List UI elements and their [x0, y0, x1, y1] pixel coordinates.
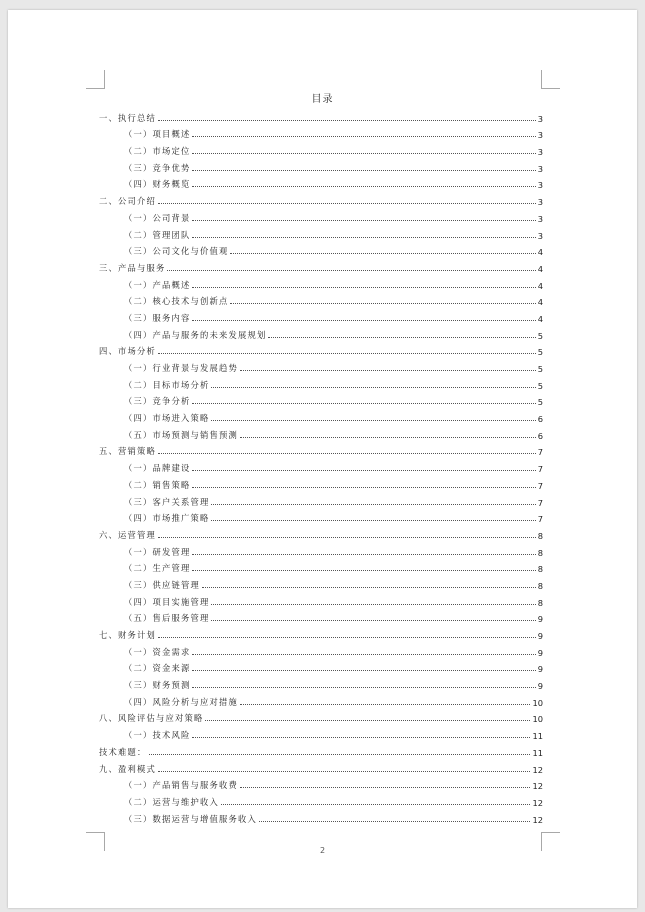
toc-entry[interactable]	[99, 508, 543, 525]
toc-entry-page[interactable]: 9	[537, 631, 543, 641]
toc-dot-leader	[240, 786, 530, 788]
toc-entry-text[interactable]: （三）财务预测	[124, 680, 191, 691]
toc-dot-leader	[158, 636, 536, 638]
toc-entry[interactable]	[99, 441, 543, 458]
toc-entry-page[interactable]: 6	[537, 414, 543, 425]
toc-entry-page[interactable]: 3	[537, 230, 543, 241]
toc-dot-leader	[259, 820, 530, 822]
toc-entry[interactable]	[99, 674, 543, 691]
toc-entry-text[interactable]: （三）客户关系管理	[124, 496, 210, 507]
toc-dot-leader	[211, 603, 535, 605]
toc-entry-text[interactable]: （二）资金来源	[124, 663, 191, 674]
toc-entry[interactable]	[99, 224, 543, 241]
toc-entry-page[interactable]: 8	[537, 564, 543, 575]
toc-entry-page[interactable]: 12	[532, 781, 543, 792]
toc-entry[interactable]	[99, 758, 543, 775]
toc-dot-leader	[192, 653, 535, 655]
toc-entry[interactable]	[99, 241, 543, 258]
toc-dot-leader	[192, 236, 535, 238]
toc-dot-leader	[158, 119, 536, 121]
toc-entry-text[interactable]: （四）项目实施管理	[124, 596, 210, 607]
toc-dot-leader	[211, 503, 535, 505]
toc-dot-leader	[158, 536, 536, 538]
toc-entry[interactable]	[99, 374, 543, 391]
toc-dot-leader	[240, 703, 530, 705]
toc-entry[interactable]	[99, 624, 543, 641]
toc-entry[interactable]	[99, 641, 543, 658]
toc-entry[interactable]	[99, 274, 543, 291]
toc-dot-leader	[158, 452, 536, 454]
toc-entry-text[interactable]: 技术难题：	[99, 746, 147, 757]
toc-entry-page[interactable]: 3	[537, 213, 543, 224]
toc-entry[interactable]	[99, 541, 543, 558]
toc-entry-page[interactable]: 12	[532, 814, 543, 825]
toc-entry-page[interactable]: 4	[537, 313, 543, 324]
toc-dot-leader	[192, 686, 535, 688]
toc-entry-page[interactable]: 11	[532, 731, 543, 742]
margin-corner-mark	[86, 70, 105, 89]
toc-entry[interactable]	[99, 524, 543, 541]
toc-entry-text[interactable]: （一）研发管理	[124, 546, 191, 557]
toc-dot-leader	[192, 486, 535, 488]
toc-dot-leader	[192, 736, 530, 738]
toc-entry-page[interactable]: 10	[532, 697, 543, 708]
toc-dot-leader	[211, 619, 535, 621]
toc-entry-page[interactable]: 8	[537, 547, 543, 558]
toc-entry[interactable]	[99, 457, 543, 474]
toc-entry[interactable]	[99, 808, 543, 825]
toc-entry-page[interactable]: 4	[537, 297, 543, 308]
toc-entry-text[interactable]: （一）技术风险	[124, 730, 191, 741]
toc-entry[interactable]	[99, 341, 543, 358]
toc-entry[interactable]	[99, 558, 543, 575]
toc-dot-leader	[211, 386, 535, 388]
toc-entry[interactable]	[99, 791, 543, 808]
toc-dot-leader	[230, 302, 535, 304]
margin-corner-mark	[541, 70, 560, 89]
toc-entry-page[interactable]: 4	[537, 280, 543, 291]
table-of-contents	[99, 107, 543, 825]
toc-entry-text[interactable]: （一）资金需求	[124, 646, 191, 657]
toc-dot-leader	[211, 519, 535, 521]
toc-entry[interactable]	[99, 157, 543, 174]
toc-entry-page[interactable]: 4	[537, 263, 543, 274]
toc-dot-leader	[202, 586, 536, 588]
toc-entry-text[interactable]: （二）生产管理	[124, 563, 191, 574]
toc-entry[interactable]	[99, 658, 543, 675]
toc-entry-text[interactable]: （三）竞争优势	[124, 162, 191, 173]
toc-dot-leader	[205, 719, 530, 721]
toc-entry-text[interactable]: （一）行业背景与发展趋势	[124, 363, 238, 373]
toc-entry-text[interactable]: 二、公司介绍	[99, 196, 156, 207]
toc-dot-leader	[192, 185, 535, 187]
toc-dot-leader	[211, 419, 535, 421]
toc-entry[interactable]	[99, 307, 543, 324]
toc-entry-page[interactable]: 3	[537, 147, 543, 158]
toc-dot-leader	[192, 152, 535, 154]
toc-entry-text[interactable]: （一）品牌建设	[124, 463, 191, 474]
toc-entry-page[interactable]: 12	[532, 764, 543, 775]
toc-entry[interactable]	[99, 190, 543, 207]
toc-entry-page[interactable]: 8	[537, 597, 543, 608]
toc-entry-page[interactable]: 9	[537, 681, 543, 692]
toc-entry-text[interactable]: （二）核心技术与创新点	[124, 296, 229, 307]
toc-entry-text[interactable]: （一）公司背景	[124, 212, 191, 223]
toc-entry[interactable]	[99, 591, 543, 608]
toc-entry[interactable]	[99, 775, 543, 792]
toc-dot-leader	[158, 202, 536, 204]
toc-entry-page[interactable]: 5	[537, 380, 543, 391]
toc-entry-text[interactable]: （三）供应链管理	[124, 579, 200, 590]
toc-entry-text[interactable]: （三）公司文化与价值观	[124, 246, 229, 257]
toc-dot-leader	[192, 169, 535, 171]
toc-entry-page[interactable]: 8	[537, 580, 543, 591]
toc-entry-page[interactable]: 9	[537, 614, 543, 625]
toc-dot-leader	[192, 402, 535, 404]
toc-entry-page[interactable]: 11	[532, 747, 543, 758]
toc-entry[interactable]	[99, 741, 543, 758]
toc-dot-leader	[192, 135, 535, 137]
toc-entry-text[interactable]: （四）财务概览	[124, 179, 191, 190]
toc-entry[interactable]	[99, 574, 543, 591]
toc-entry-text[interactable]: （三）数据运营与增值服务收入	[124, 813, 257, 824]
toc-entry[interactable]	[99, 407, 543, 424]
toc-dot-leader	[149, 753, 531, 755]
toc-dot-leader	[192, 569, 535, 571]
toc-entry-page[interactable]: 3	[537, 197, 543, 208]
toc-dot-leader	[240, 436, 536, 438]
toc-entry-page[interactable]: 7	[537, 514, 543, 525]
toc-dot-leader	[158, 352, 536, 354]
toc-entry-text[interactable]: （二）目标市场分析	[124, 379, 210, 390]
toc-entry[interactable]	[99, 207, 543, 224]
toc-entry-text[interactable]: （四）风险分析与应对措施	[124, 696, 238, 707]
toc-dot-leader	[192, 469, 535, 471]
toc-entry-page[interactable]: 7	[537, 464, 543, 475]
toc-dot-leader	[230, 252, 535, 254]
toc-dot-leader	[192, 319, 535, 321]
toc-entry-text[interactable]: 五、营销策略	[99, 446, 156, 457]
toc-entry-text[interactable]: 四、市场分析	[99, 346, 156, 357]
toc-entry-page[interactable]: 5	[537, 330, 543, 341]
toc-entry[interactable]	[99, 324, 543, 341]
toc-entry[interactable]	[99, 391, 543, 408]
toc-entry-page[interactable]: 5	[537, 364, 543, 374]
toc-entry-text[interactable]: （四）市场推广策略	[124, 513, 210, 524]
toc-entry-text[interactable]: （二）运营与维护收入	[124, 796, 219, 807]
toc-title: 目录	[311, 94, 334, 105]
toc-entry-page[interactable]: 5	[537, 397, 543, 408]
toc-dot-leader	[192, 553, 535, 555]
toc-entry[interactable]	[99, 357, 543, 374]
toc-entry-text[interactable]: 六、运营管理	[99, 529, 156, 540]
toc-entry-page[interactable]: 9	[537, 647, 543, 658]
toc-entry-text[interactable]: （五）售后服务管理	[124, 613, 210, 624]
toc-entry[interactable]	[99, 174, 543, 191]
toc-entry[interactable]	[99, 724, 543, 741]
toc-entry-page[interactable]: 7	[537, 480, 543, 491]
toc-entry-text[interactable]: （一）产品概述	[124, 279, 191, 290]
toc-dot-leader	[192, 286, 535, 288]
toc-dot-leader	[167, 269, 535, 271]
toc-entry-page[interactable]: 10	[532, 714, 543, 725]
toc-entry-page[interactable]: 4	[537, 247, 543, 258]
toc-dot-leader	[192, 669, 535, 671]
toc-entry[interactable]	[99, 474, 543, 491]
toc-entry-page[interactable]: 6	[537, 430, 543, 441]
toc-entry-text[interactable]: 三、产品与服务	[99, 262, 166, 273]
toc-entry-text[interactable]: （四）市场进入策略	[124, 413, 210, 424]
toc-entry-text[interactable]: （一）产品销售与服务收费	[124, 780, 238, 791]
toc-entry-text[interactable]: （四）产品与服务的未来发展规划	[124, 329, 267, 340]
toc-entry[interactable]	[99, 424, 543, 441]
document-page	[8, 10, 637, 908]
toc-entry-text[interactable]: （一）项目概述	[124, 129, 191, 140]
toc-entry-text[interactable]: 一、执行总结	[99, 112, 156, 123]
toc-entry-text[interactable]: 七、财务计划	[99, 630, 156, 640]
toc-dot-leader	[192, 219, 535, 221]
toc-entry-page[interactable]: 9	[537, 664, 543, 675]
toc-entry-page[interactable]: 12	[532, 797, 543, 808]
toc-entry[interactable]	[99, 691, 543, 708]
toc-entry-page[interactable]: 5	[537, 347, 543, 358]
toc-entry-text[interactable]: 九、盈利模式	[99, 763, 156, 774]
toc-entry-text[interactable]: （三）竞争分析	[124, 396, 191, 407]
toc-entry-text[interactable]: 八、风险评估与应对策略	[99, 713, 204, 724]
toc-dot-leader	[240, 369, 536, 371]
page-number: 2	[319, 846, 326, 855]
toc-dot-leader	[221, 803, 530, 805]
toc-entry[interactable]	[99, 257, 543, 274]
toc-entry-text[interactable]: （三）服务内容	[124, 312, 191, 323]
toc-entry[interactable]	[99, 708, 543, 725]
toc-entry-page[interactable]: 7	[537, 497, 543, 508]
toc-entry[interactable]	[99, 291, 543, 308]
toc-entry[interactable]	[99, 107, 543, 124]
toc-entry-text[interactable]: （二）销售策略	[124, 479, 191, 490]
toc-entry-text[interactable]: （二）市场定位	[124, 146, 191, 157]
toc-entry-page[interactable]: 3	[537, 113, 543, 124]
toc-entry[interactable]	[99, 124, 543, 141]
toc-entry-page[interactable]: 3	[537, 180, 543, 191]
toc-entry[interactable]	[99, 491, 543, 508]
toc-entry-page[interactable]: 7	[537, 447, 543, 458]
toc-entry-page[interactable]: 3	[537, 163, 543, 174]
toc-dot-leader	[268, 336, 535, 338]
toc-entry-text[interactable]: （二）管理团队	[124, 229, 191, 240]
toc-entry-page[interactable]: 3	[537, 130, 543, 141]
toc-entry-page[interactable]: 8	[537, 530, 543, 541]
toc-dot-leader	[158, 770, 530, 772]
toc-entry-text[interactable]: （五）市场预测与销售预测	[124, 429, 238, 440]
toc-entry[interactable]	[99, 140, 543, 157]
toc-entry[interactable]	[99, 608, 543, 625]
